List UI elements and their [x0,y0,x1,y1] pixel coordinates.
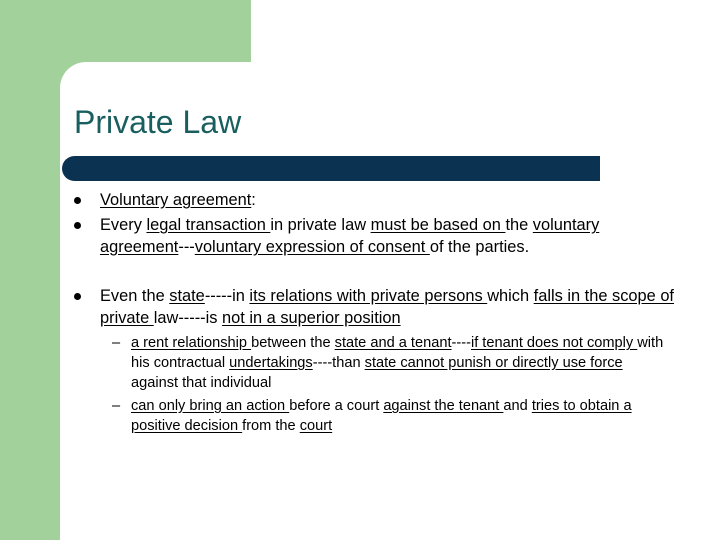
text-segment: in private law [270,216,371,234]
text-segment: against that individual [131,375,272,391]
underlined-phrase: state and a tenant [334,335,452,351]
text-segment: Every [100,216,147,234]
underlined-phrase: state [169,287,205,305]
text-segment: of the parties. [429,238,530,256]
underlined-phrase: a rent relationship [131,335,252,351]
underlined-phrase: voluntary expression of consent [194,238,430,256]
text-segment: Even the [100,287,170,305]
underlined-phrase: state cannot punish or directly use force [364,355,623,371]
title-underline-bar [62,156,600,181]
text-segment: with his contractual [131,335,664,371]
underlined-phrase: against the tenant [383,398,504,414]
underlined-phrase: falls in the scope of private [100,287,674,327]
bullet-text [100,285,675,329]
underlined-phrase: voluntary agreement [100,216,600,256]
underlined-phrase: Voluntary agreement [100,191,252,209]
underlined-phrase: court [299,418,333,434]
decorative-green-strip [0,0,60,540]
bullet-text [100,189,675,211]
bullet-text [100,214,675,258]
bullet-dot-icon [74,222,81,229]
text-segment: --- [178,238,195,256]
text-segment: ----than [312,355,365,371]
sub-bullet-text [131,396,666,436]
underlined-phrase: undertakings [229,355,313,371]
text-segment: between the [251,335,335,351]
slide-title: Private Law [74,104,242,140]
sub-bullet-text [131,333,666,393]
underlined-phrase: not in a superior position [222,309,401,327]
underlined-phrase: tries to obtain a positive decision [131,398,632,434]
text-segment: ---- [451,335,471,351]
underlined-phrase: if tenant does not comply [470,335,638,351]
text-segment: the [505,216,533,234]
text-segment: -----in [204,287,250,305]
underlined-phrase: its relations with private persons [249,287,488,305]
text-segment: : [251,191,256,209]
bullet-dot-icon [74,293,81,300]
underlined-phrase: legal transaction [146,216,271,234]
bullet-dot-icon [74,197,81,204]
dash-icon: – [112,398,121,414]
underlined-phrase: must be based on [370,216,506,234]
dash-icon: – [112,335,121,351]
text-segment: before a court [289,398,384,414]
text-segment: which [487,287,534,305]
underlined-phrase: can only bring an action [131,398,290,414]
text-segment: and [503,398,532,414]
text-segment: law-----is [153,309,223,327]
text-segment: from the [242,418,300,434]
